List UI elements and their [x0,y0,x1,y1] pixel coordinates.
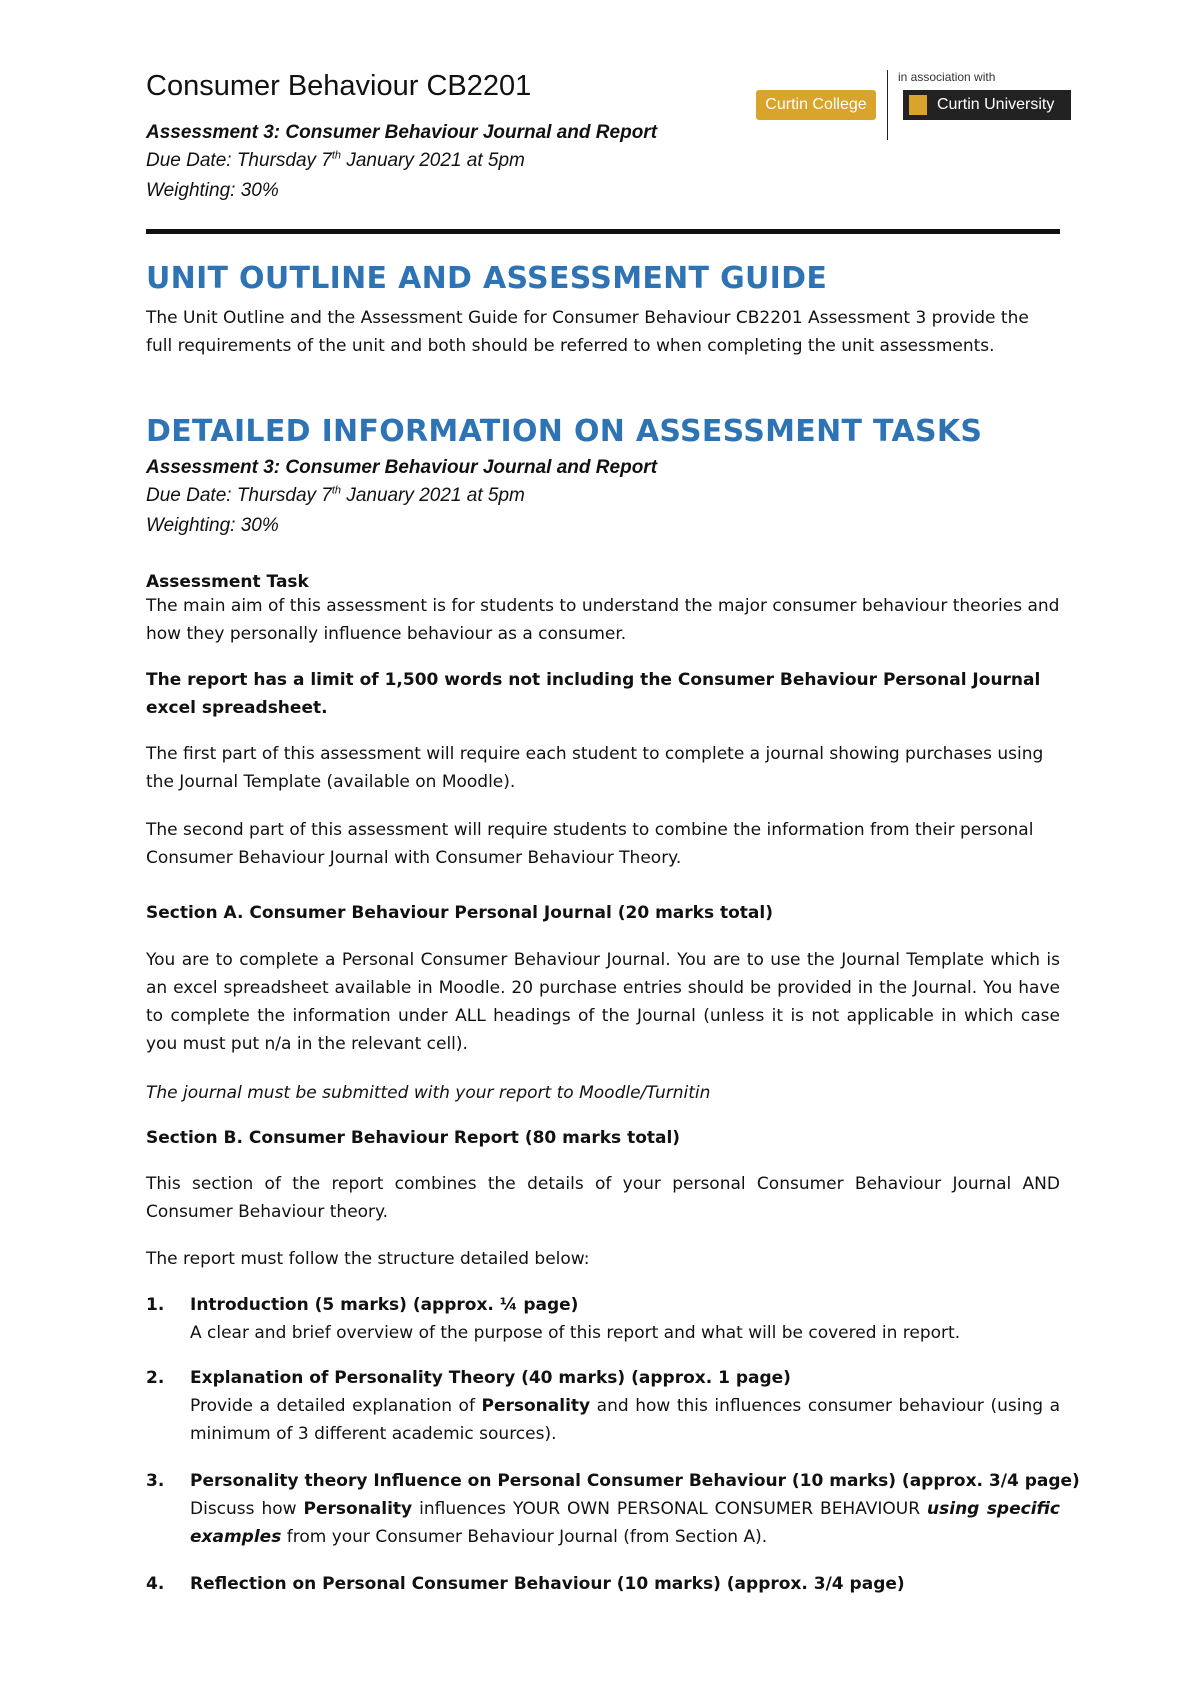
list-item [146,1467,1080,1551]
list-item-description: Discuss how Personality influences YOUR OWN PERSONAL CONSUMER BEHAVIOUR using specific examples from your Consumer Behaviour Journal (from Section A). [190,1499,1060,1547]
section-a-note: The journal must be submitted with your report to Moodle/Turnitin [146,1083,711,1103]
header-rule [146,229,1060,234]
heading-unit-outline: UNIT OUTLINE AND ASSESSMENT GUIDE [146,261,828,296]
header-due-date: Due Date: Thursday 7th January 2021 at 5pm [146,149,525,171]
logo-divider [887,70,888,140]
list-item [146,1364,1060,1448]
list-item [146,1291,1060,1347]
section-b-heading: Section B. Consumer Behaviour Report (80 marks total) [146,1128,681,1148]
section-a-heading: Section A. Consumer Behaviour Personal Journal (20 marks total) [146,903,773,923]
section-b-paragraph: This section of the report combines the details of your personal Consumer Behaviour Journal AND Consumer Behaviour theory. [146,1174,1060,1222]
heading-detailed-information: DETAILED INFORMATION ON ASSESSMENT TASKS [146,414,983,449]
university-crest-icon [909,95,927,115]
unit-outline-paragraph: The Unit Outline and the Assessment Guide for Consumer Behaviour CB2201 Assessment 3 provide the full requirements of the unit and both should be referred to when completing the unit assessments. [146,308,1029,356]
curtin-university-logo [903,90,1071,120]
list-item-description: A clear and brief overview of the purpose of this report and what will be covered in report. [190,1323,961,1343]
second-part-paragraph: The second part of this assessment will require students to combine the information from their personal Consumer Behaviour Journal with Consumer Behaviour Theory. [146,820,1034,868]
list-item-title: Reflection on Personal Consumer Behaviour (10 marks) (approx. 3/4 page) [190,1574,905,1594]
word-limit-paragraph: The report has a limit of 1,500 words not including the Consumer Behaviour Personal Journal excel spreadsheet. [146,670,1041,718]
detail-assessment: Assessment 3: Consumer Behaviour Journal and Report [146,457,658,478]
curtin-college-logo: Curtin College [756,90,876,120]
list-item-title: Introduction (5 marks) (approx. ¼ page) [190,1295,579,1315]
course-title: Consumer Behaviour CB2201 [146,70,532,102]
header-assessment: Assessment 3: Consumer Behaviour Journal and Report [146,122,658,143]
list-number: 3. [146,1471,165,1491]
section-a-paragraph: You are to complete a Personal Consumer Behaviour Journal. You are to use the Journal Template which is an excel spreadsheet available in Moodle. 20 purchase entries should be provided in the Journal. You have to complete the information under ALL headings of the Journal (unless it is not applicable in which case you must put n/a in the relevant cell). [146,950,1060,1054]
list-item-title: Personality theory Influence on Personal Consumer Behaviour (10 marks) (approx. 3/4 page) [190,1471,1080,1491]
list-item-title: Explanation of Personality Theory (40 marks) (approx. 1 page) [190,1368,791,1388]
structure-intro: The report must follow the structure detailed below: [146,1249,590,1269]
assessment-task-paragraph: The main aim of this assessment is for students to understand the major consumer behaviour theories and how they personally influence behaviour as a consumer. [146,596,1060,644]
list-number: 4. [146,1574,165,1594]
association-text: in association with [898,70,996,84]
detail-due-date: Due Date: Thursday 7th January 2021 at 5pm [146,484,525,506]
first-part-paragraph: The first part of this assessment will require each student to complete a journal showing purchases using the Journal Template (available on Moodle). [146,744,1044,792]
list-number: 2. [146,1368,165,1388]
detail-weighting: Weighting: 30% [146,515,279,536]
header-weighting: Weighting: 30% [146,180,279,201]
list-item-description: Provide a detailed explanation of Personality and how this influences consumer behaviour (using a minimum of 3 different academic sources). [190,1396,1060,1444]
university-name: Curtin University [937,96,1055,113]
assessment-task-heading: Assessment Task [146,572,309,592]
list-item [146,1570,1060,1598]
list-number: 1. [146,1295,165,1315]
